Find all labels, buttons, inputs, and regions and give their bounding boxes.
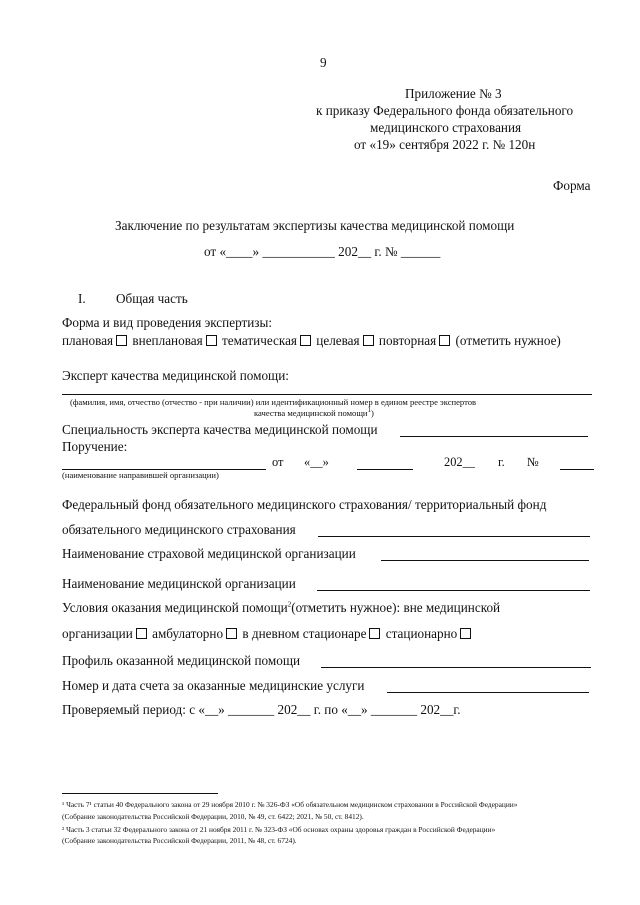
inpatient-label: стационарно: [385, 626, 458, 641]
document-title: Заключение по результатам экспертизы качества медицинской помощи: [115, 218, 515, 233]
option-thematic-checkbox[interactable]: [300, 335, 311, 346]
insurer-field[interactable]: [381, 560, 589, 561]
section-number: I.: [78, 291, 86, 306]
appendix-line-2: к приказу Федерального фонда обязательного: [316, 103, 574, 118]
appendix-line-4: от «19» сентября 2022 г. № 120н: [354, 137, 536, 152]
mo-label: Наименование медицинской организации: [62, 576, 296, 591]
form-label: Форма: [553, 178, 591, 193]
conditions-line-2: [62, 626, 473, 642]
footnote-2-line-2: (Собрание законодательства Российской Федерации, 2011, № 48, ст. 6724).: [62, 836, 297, 845]
specialty-label: Специальность эксперта качества медицинской помощи: [62, 422, 378, 437]
order-num-sign: №: [527, 455, 539, 469]
mo-field[interactable]: [317, 590, 590, 591]
expert-caption-2: [254, 408, 374, 418]
section-title: Общая часть: [116, 291, 188, 306]
appendix-line-1: Приложение № 3: [405, 86, 502, 101]
order-caption: (наименование направившей организации): [62, 470, 219, 480]
order-label: Поручение:: [62, 439, 128, 454]
day-hospital-checkbox[interactable]: [369, 628, 380, 639]
day-hospital-label: в дневном стационаре: [242, 626, 367, 641]
form-kind-note: (отметить нужное): [455, 333, 561, 348]
ambulatory-label: амбулаторно: [152, 626, 224, 641]
expert-caption-1: (фамилия, имя, отчество (отчество - при наличии) или идентификационный номер в едином реестре экспертов: [70, 397, 477, 407]
ambulatory-checkbox[interactable]: [226, 628, 237, 639]
order-quote: «__»: [304, 455, 329, 469]
conditions-line-1: [62, 600, 500, 616]
order-g: г.: [498, 455, 505, 469]
fund-line-2: обязательного медицинского страхования: [62, 522, 296, 537]
appendix-line-3: медицинского страхования: [370, 120, 522, 135]
option-repeat-checkbox[interactable]: [439, 335, 450, 346]
expert-caption-2-text: качества медицинской помощи: [254, 408, 368, 418]
document-date-line: от «____» ___________ 202__ г. № ______: [204, 244, 441, 259]
expert-label: Эксперт качества медицинской помощи:: [62, 368, 289, 383]
footnote-2-line-1: ² Часть 3 статьи 32 Федерального закона от 21 ноября 2011 г. № 323-ФЗ «Об основах охраны здоровья граждан в Российской Федерации»: [62, 825, 496, 834]
profile-label: Профиль оказанной медицинской помощи: [62, 653, 301, 668]
invoice-field[interactable]: [387, 692, 589, 693]
conditions-sup: 2: [287, 600, 292, 609]
footnote-1-line-2: (Собрание законодательства Российской Федерации, 2010, № 49, ст. 6422; 2021, № 50, ст. 8412).: [62, 812, 364, 821]
option-targeted-checkbox[interactable]: [363, 335, 374, 346]
conditions-org-text: организации: [62, 626, 133, 641]
option-targeted-label: целевая: [316, 333, 360, 348]
page-number: 9: [320, 55, 327, 70]
option-unplanned-label: внеплановая: [132, 333, 203, 348]
option-repeat-label: повторная: [378, 333, 437, 348]
order-number-field[interactable]: [560, 469, 594, 470]
order-ot: от: [272, 455, 284, 469]
footnote-divider: [62, 793, 218, 794]
option-planned-checkbox[interactable]: [116, 335, 127, 346]
fund-field[interactable]: [318, 536, 590, 537]
order-month-field[interactable]: [357, 469, 413, 470]
period-line: Проверяемый период: с «__» _______ 202__ г. по «__» _______ 202__г.: [62, 702, 461, 717]
option-planned-label: плановая: [62, 333, 114, 348]
specialty-field[interactable]: [400, 436, 588, 437]
invoice-label: Номер и дата счета за оказанные медицинские услуги: [62, 678, 365, 693]
expert-caption-close: ): [371, 408, 374, 418]
profile-field[interactable]: [321, 667, 591, 668]
option-unplanned-checkbox[interactable]: [206, 335, 217, 346]
form-kind-label: Форма и вид проведения экспертизы:: [62, 315, 273, 330]
inpatient-checkbox[interactable]: [460, 628, 471, 639]
insurer-label: Наименование страховой медицинской организации: [62, 546, 356, 561]
fund-line-1: Федеральный фонд обязательного медицинского страхования/ территориальный фонд: [62, 497, 547, 512]
footnote-1-line-1: ¹ Часть 7¹ статьи 40 Федерального закона от 29 ноября 2010 г. № 326-ФЗ «Об обязательном медицинском страховании в Российской Федерации»: [62, 800, 518, 809]
conditions-text-a: Условия оказания медицинской помощи: [62, 600, 288, 615]
conditions-text-b: (отметить нужное): вне медицинской: [291, 600, 501, 615]
order-year: 202__: [444, 455, 475, 469]
option-thematic-label: тематическая: [221, 333, 297, 348]
expert-field[interactable]: [62, 394, 592, 395]
expert-caption-sup: 1: [367, 406, 372, 415]
form-kind-options: [62, 333, 561, 349]
outside-org-checkbox[interactable]: [136, 628, 147, 639]
